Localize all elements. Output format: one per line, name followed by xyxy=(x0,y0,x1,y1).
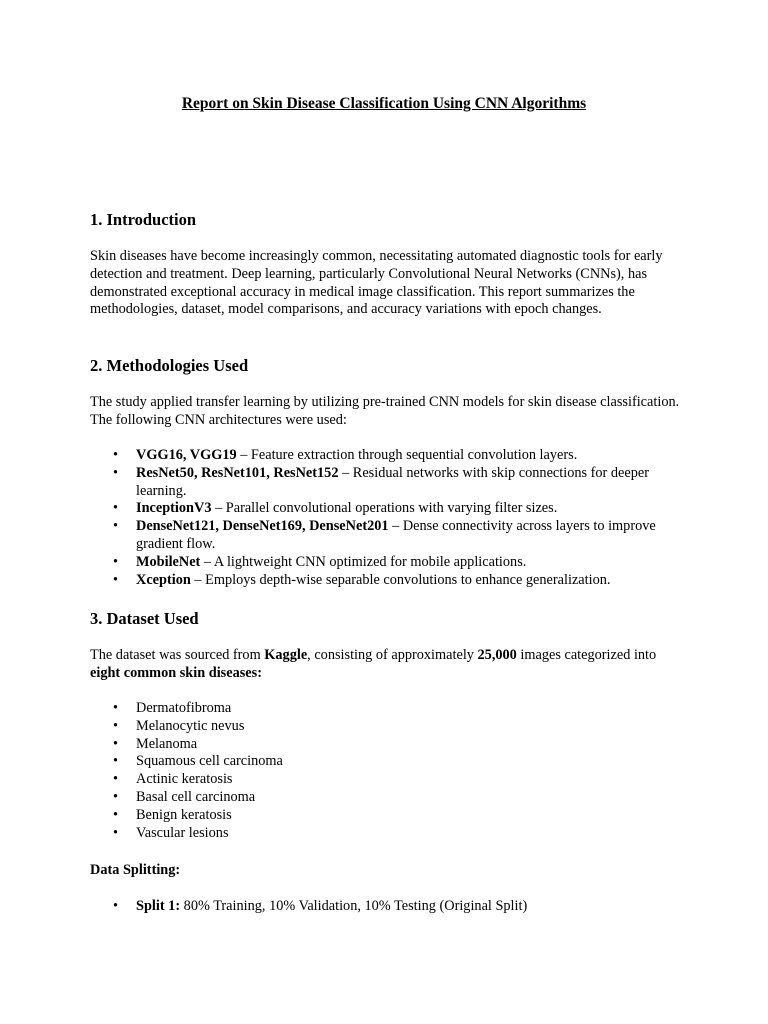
split-name: Split 1: xyxy=(136,898,181,914)
dataset-paragraph xyxy=(90,647,680,683)
list-item xyxy=(90,736,690,754)
disease-name: Basal cell carcinoma xyxy=(136,788,256,805)
bullet-icon: • xyxy=(113,571,119,588)
introduction-heading: 1. Introduction xyxy=(90,210,197,229)
architecture-description: – Parallel convolutional operations with varying filter sizes. xyxy=(211,500,558,517)
list-item xyxy=(90,700,690,718)
disease-name: Actinic keratosis xyxy=(136,771,233,788)
dataset-text: , consisting of approximately xyxy=(307,647,478,663)
architecture-name: MobileNet xyxy=(136,553,201,570)
list-item xyxy=(90,518,690,554)
architecture-name: Xception xyxy=(136,571,191,588)
bullet-icon: • xyxy=(113,824,119,841)
dataset-heading: 3. Dataset Used xyxy=(90,609,199,628)
bullet-icon: • xyxy=(113,447,119,463)
bullet-icon: • xyxy=(113,898,119,914)
dataset-category-count: eight common skin diseases: xyxy=(90,664,262,681)
architecture-name: VGG16, VGG19 xyxy=(136,447,237,463)
architecture-description: – Residual networks with skip connections for deeper learning. xyxy=(136,464,649,499)
architecture-description: – Feature extraction through sequential convolution layers. xyxy=(236,447,578,463)
bullet-icon: • xyxy=(113,553,119,570)
data-split-list xyxy=(90,898,690,916)
disease-name: Melanocytic nevus xyxy=(136,717,245,734)
bullet-icon: • xyxy=(113,500,119,517)
skin-disease-list xyxy=(90,700,690,842)
document-title: Report on Skin Disease Classification Using CNN Algorithms xyxy=(181,95,587,112)
bullet-icon: • xyxy=(113,735,119,752)
architecture-description: – Employs depth-wise separable convolutions to enhance generalization. xyxy=(190,571,611,588)
list-item xyxy=(90,807,690,825)
data-splitting-label: Data Splitting: xyxy=(90,862,181,878)
architecture-name: InceptionV3 xyxy=(136,500,212,517)
list-item xyxy=(90,554,690,572)
bullet-icon: • xyxy=(113,518,119,535)
disease-name: Dermatofibroma xyxy=(136,700,232,716)
architecture-description: – Dense connectivity across layers to improve gradient flow. xyxy=(136,518,656,552)
dataset-source: Kaggle xyxy=(264,647,308,663)
list-item xyxy=(90,572,690,590)
bullet-icon: • xyxy=(113,717,119,734)
bullet-icon: • xyxy=(113,464,119,481)
list-item xyxy=(90,789,690,807)
dataset-image-count: 25,000 xyxy=(477,647,517,663)
bullet-icon: • xyxy=(113,771,119,788)
bullet-icon: • xyxy=(113,700,119,716)
dataset-text: The dataset was sourced from xyxy=(90,647,265,663)
list-item xyxy=(90,500,690,518)
methodologies-paragraph: The study applied transfer learning by utilizing pre-trained CNN models for skin disease classification. The following CNN architectures were used: xyxy=(90,394,680,428)
disease-name: Vascular lesions xyxy=(136,824,229,841)
dataset-text: images categorized into xyxy=(516,647,657,663)
list-item xyxy=(90,718,690,736)
methodologies-heading: 2. Methodologies Used xyxy=(90,356,249,375)
list-item xyxy=(90,447,690,465)
bullet-icon: • xyxy=(113,788,119,805)
list-item xyxy=(90,771,690,789)
disease-name: Melanoma xyxy=(136,735,198,752)
list-item xyxy=(90,825,690,843)
architecture-name: DenseNet121, DenseNet169, DenseNet201 xyxy=(136,518,389,535)
split-description: 80% Training, 10% Validation, 10% Testing (Original Split) xyxy=(180,898,528,914)
list-item xyxy=(90,465,690,501)
disease-name: Benign keratosis xyxy=(136,806,232,823)
bullet-icon: • xyxy=(113,753,119,770)
disease-name: Squamous cell carcinoma xyxy=(136,753,283,770)
architecture-description: – A lightweight CNN optimized for mobile applications. xyxy=(200,553,527,570)
list-item xyxy=(90,898,690,916)
introduction-paragraph: Skin diseases have become increasingly common, necessitating automated diagnostic tools for early detection and treatment. Deep learning, particularly Convolutional Neural Networks (CNNs), has demonstrated exceptional accuracy in medical image classification. This report summarizes the methodologies, dataset, model comparisons, and accuracy variations with epoch changes. xyxy=(90,248,663,318)
cnn-architecture-list xyxy=(90,447,690,589)
list-item xyxy=(90,753,690,771)
architecture-name: ResNet50, ResNet101, ResNet152 xyxy=(136,464,339,481)
bullet-icon: • xyxy=(113,806,119,823)
